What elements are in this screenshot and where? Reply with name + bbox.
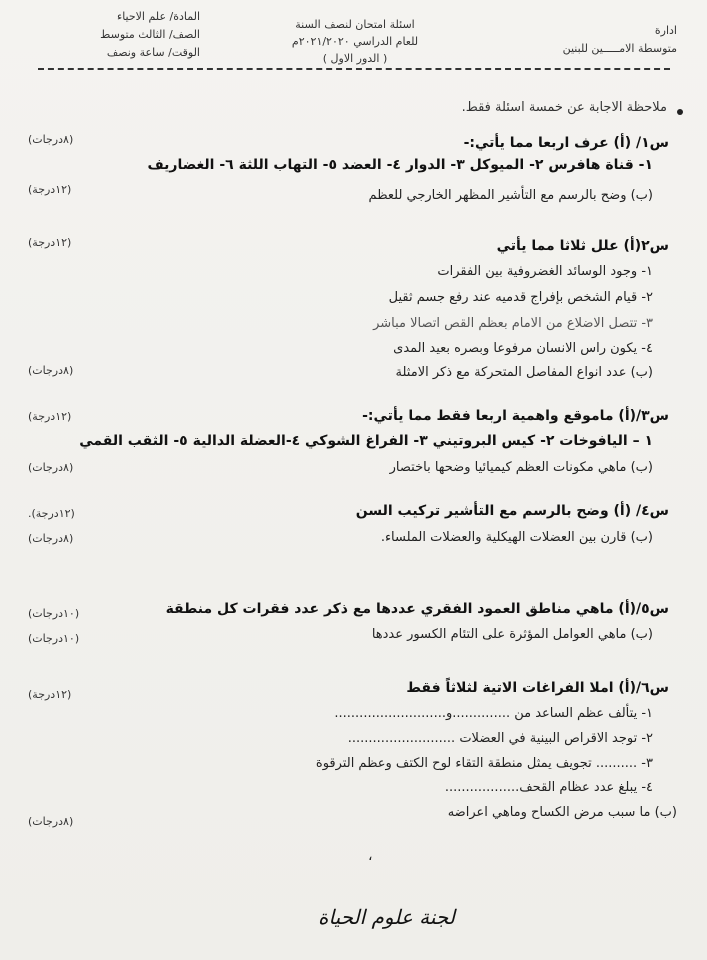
committee-signature: لجنة علوم الحياة [318, 905, 455, 929]
q2-heading: س٢(أ) علل ثلاثا مما يأتي [496, 238, 669, 254]
q6-heading: س٦/(أ) املا الفراغات الاتية لثلاثاً فقط [406, 680, 669, 696]
q1-grade-a: (٨درجات) [28, 133, 74, 146]
q4-grade-a: (١٢درجة). [28, 507, 75, 520]
stray-mark: ، [368, 848, 373, 864]
q2-part-b: (ب) عدد انواع المفاصل المتحركة مع ذكر الامثلة [395, 365, 653, 380]
q6-grade-a: (١٢درجة) [28, 688, 72, 701]
school-header [527, 24, 677, 56]
time-label: الوقت/ ساعة ونصف [106, 46, 200, 59]
instructions-note: ملاحظة الاجابة عن خمسة اسئلة فقط. [461, 100, 667, 115]
q5-heading: س٥/(أ) ماهي مناطق العمود الفقري عددها مع ذكر عدد فقرات كل منطقة [165, 601, 669, 617]
q4-part-b: (ب) قارن بين العضلات الهيكلية والعضلات الملساء. [380, 530, 653, 545]
q6-part-b: (ب) ما سبب مرض الكساح وماهي اعراضه [447, 805, 677, 820]
q3-grade-b: (٨درجات) [28, 461, 74, 474]
exam-title: اسئلة امتحان لنصف السنة [295, 18, 415, 31]
q2-line-3: ٣- تتصل الاضلاع من الامام بعظم القص اتصالا مباشر [373, 316, 653, 331]
q2-grade-b: (٨درجات) [28, 364, 74, 377]
subject-info [60, 10, 200, 60]
q4-grade-b: (٨درجات) [28, 532, 74, 545]
academic-year: للعام الدراسي ٢٠٢١/٢٠٢٠م [291, 35, 419, 48]
school-name: متوسطة الامـــــين للبنين [562, 42, 677, 55]
q1-items: ١- قناة هافرس ٢- الميوكل ٣- الدوار ٤- العضد ٥- التهاب اللثة ٦- الغضاريف [147, 157, 653, 173]
q6-line-3: ٣- .......... تجويف يمثل منطقة التقاء لوح الكتف وعظم الترقوة [315, 756, 653, 771]
q6-line-2: ٢- توجد الاقراص البينية في العضلات .......................... [347, 731, 653, 746]
q2-line-2: ٢- قيام الشخص بإفراج قدميه عند رفع جسم ثقيل [388, 290, 653, 305]
exam-title-block [260, 18, 450, 66]
q6-line-1: ١- يتألف عظم الساعد من ..............و........................... [334, 706, 653, 721]
q3-items: ١ – اليافوخات ٢- كيس البروتيني ٣- الفراغ الشوكي ٤-العضلة الدالية ٥- الثقب القمي [79, 433, 653, 449]
q1-grade-b: (١٢درجة) [28, 183, 72, 196]
q5-part-b: (ب) ماهي العوامل المؤثرة على التئام الكسور عددها [371, 627, 653, 642]
q6-grade-b: (٨درجات) [28, 815, 74, 828]
q2-grade-a: (١٢درجة) [28, 236, 72, 249]
q1-heading: س١/ (أ) عرف اربعا مما يأتي:- [463, 135, 669, 151]
q3-part-b: (ب) ماهي مكونات العظم كيميائيا وضحها باختصار [389, 460, 653, 475]
q5-grade-a: (١٠درجات) [28, 607, 80, 620]
q2-line-4: ٤- يكون راس الانسان مرفوعا وبصره بعيد المدى [393, 341, 653, 356]
exam-round: ( الدور الاول ) [322, 52, 388, 65]
school-admin-label: ادارة [654, 24, 677, 37]
q2-line-1: ١- وجود الوسائد الغضروفية بين الفقرات [437, 264, 653, 279]
class-label: الصف/ الثالث متوسط [100, 28, 200, 41]
header-divider [38, 68, 670, 70]
q5-grade-b: (١٠درجات) [28, 632, 80, 645]
q6-line-4: ٤- يبلغ عدد عظام القحف.................. [444, 780, 653, 795]
q3-grade-a: (١٢درجة) [28, 410, 72, 423]
q4-heading: س٤/ (أ) وضح بالرسم مع التأشير تركيب السن [355, 503, 669, 519]
q1-part-b: (ب) وضح بالرسم مع التأشير المظهر الخارجي للعظم [368, 188, 653, 203]
subject-label: المادة/ علم الاحياء [117, 10, 200, 23]
note-bullet [677, 109, 683, 115]
q3-heading: س٣/(أ) ماموقع واهمية اربعا فقط مما يأتي:- [362, 408, 669, 424]
